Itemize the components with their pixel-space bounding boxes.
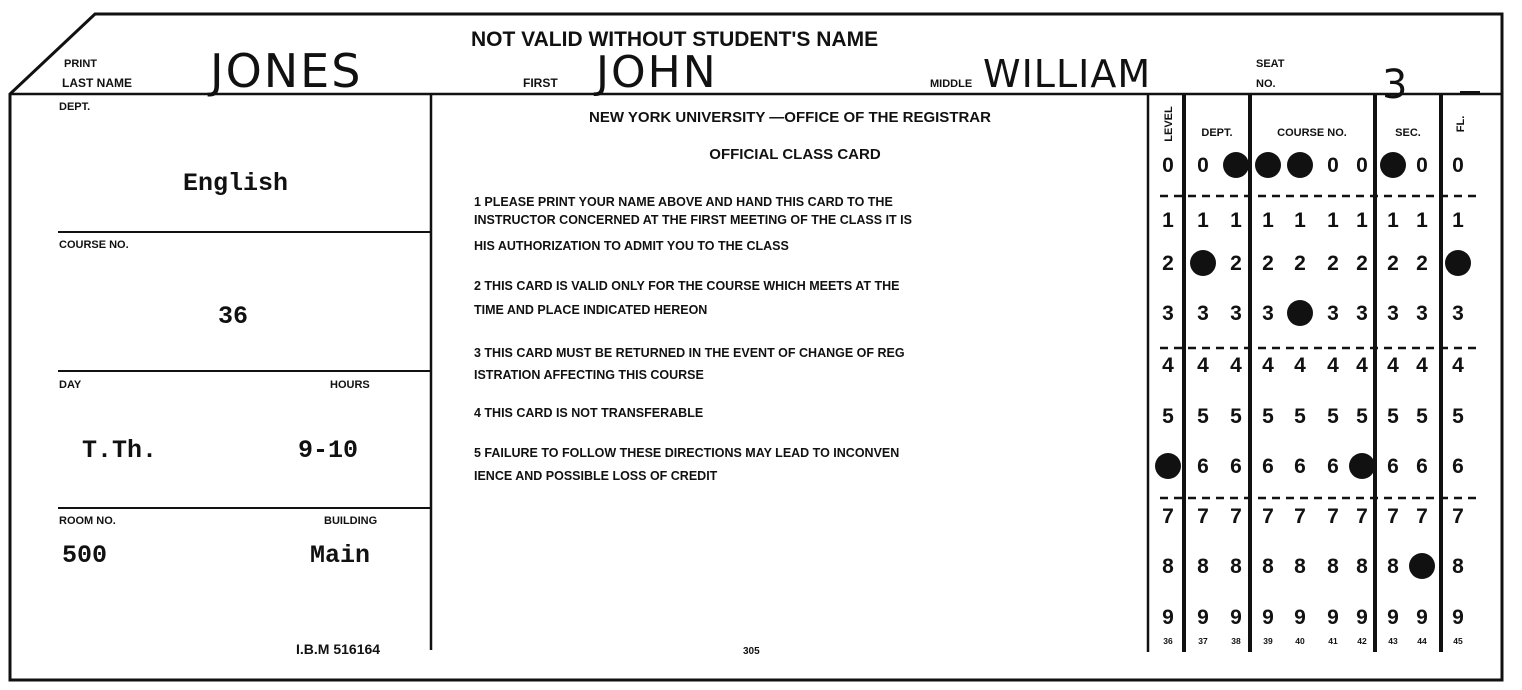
form-number: I.B.M 516164 — [296, 641, 381, 657]
punch-mark — [1287, 300, 1313, 326]
punch-mark — [1155, 453, 1181, 479]
grid-digit: 4 — [1327, 354, 1339, 377]
grid-digit: 6 — [1230, 455, 1242, 478]
grid-digit: 7 — [1294, 505, 1306, 528]
first-name-label: FIRST — [523, 76, 558, 90]
grid-digit: 1 — [1387, 209, 1399, 232]
grid-digit: 0 — [1162, 154, 1174, 177]
grid-digit: 8 — [1162, 555, 1174, 578]
grid-digit: 4 — [1294, 354, 1306, 377]
hours-value: 9-10 — [298, 436, 359, 465]
grid-digit: 5 — [1162, 405, 1174, 428]
grid-digit: 3 — [1262, 302, 1274, 325]
grid-digit: 1 — [1416, 209, 1428, 232]
grid-digit: 2 — [1327, 252, 1339, 275]
grid-digit: 2 — [1262, 252, 1274, 275]
grid-digit: 5 — [1197, 405, 1209, 428]
grid-digit: 9 — [1230, 606, 1242, 629]
instruction-line: HIS AUTHORIZATION TO ADMIT YOU TO THE CLASS — [474, 239, 789, 253]
middle-name-label: MIDDLE — [930, 78, 973, 90]
grid-header: LEVEL — [1163, 106, 1175, 142]
grid-digit: 0 — [1452, 154, 1464, 177]
grid-digit: 3 — [1387, 302, 1399, 325]
grid-digit: 7 — [1387, 505, 1399, 528]
grid-digit: 3 — [1356, 302, 1368, 325]
grid-digit: 1 — [1452, 209, 1464, 232]
grid-digit: 5 — [1262, 405, 1274, 428]
building-label: BUILDING — [324, 515, 378, 527]
grid-digit: 3 — [1416, 302, 1428, 325]
grid-digit: 1 — [1197, 209, 1209, 232]
grid-digit: 7 — [1452, 505, 1464, 528]
course-no-label: COURSE NO. — [59, 239, 129, 251]
grid-digit: 2 — [1356, 252, 1368, 275]
last-name-value: JONES — [210, 44, 363, 98]
instruction-line: 4 THIS CARD IS NOT TRANSFERABLE — [474, 406, 704, 420]
grid-digit: 8 — [1387, 555, 1399, 578]
grid-digit: 4 — [1162, 354, 1174, 377]
grid-header: DEPT. — [1201, 127, 1233, 139]
grid-digit: 6 — [1197, 455, 1209, 478]
seat-label: SEAT — [1256, 58, 1285, 70]
grid-digit: 7 — [1162, 505, 1174, 528]
instruction-line: 3 THIS CARD MUST BE RETURNED IN THE EVENT OF CHANGE OF REG — [474, 346, 905, 360]
grid-digit: 9 — [1416, 606, 1428, 629]
grid-digit: 7 — [1327, 505, 1339, 528]
grid-digit: 0 — [1416, 154, 1428, 177]
grid-digit: 3 — [1230, 302, 1242, 325]
grid-header: COURSE NO. — [1277, 127, 1347, 139]
grid-digit: 2 — [1387, 252, 1399, 275]
grid-digit: 8 — [1230, 555, 1242, 578]
grid-header: FL. — [1455, 115, 1467, 133]
dept-value: English — [183, 169, 289, 198]
grid-digit: 9 — [1162, 606, 1174, 629]
grid-digit: 1 — [1230, 209, 1242, 232]
grid-digit: 8 — [1356, 555, 1368, 578]
column-number: 37 — [1198, 636, 1208, 646]
grid-digit: 1 — [1294, 209, 1306, 232]
punch-mark — [1255, 152, 1281, 178]
grid-digit: 7 — [1230, 505, 1242, 528]
room-no-label: ROOM NO. — [59, 515, 116, 527]
middle-name-value: WILLIAM — [983, 52, 1152, 96]
card-title: NEW YORK UNIVERSITY —OFFICE OF THE REGISTRAR — [589, 109, 991, 126]
punch-mark — [1190, 250, 1216, 276]
grid-digit: 0 — [1327, 154, 1339, 177]
grid-digit: 6 — [1294, 455, 1306, 478]
grid-digit: 9 — [1327, 606, 1339, 629]
grid-digit: 5 — [1294, 405, 1306, 428]
punch-mark — [1349, 453, 1375, 479]
seat-value: 3 — [1382, 62, 1408, 108]
grid-digit: 3 — [1327, 302, 1339, 325]
dept-label: DEPT. — [59, 101, 91, 113]
last-name-label: LAST NAME — [62, 76, 132, 90]
punch-mark — [1445, 250, 1471, 276]
grid-digit: 9 — [1387, 606, 1399, 629]
column-number: 39 — [1263, 636, 1273, 646]
grid-digit: 9 — [1262, 606, 1274, 629]
punch-mark — [1380, 152, 1406, 178]
footer-number: 305 — [743, 646, 760, 657]
grid-digit: 9 — [1294, 606, 1306, 629]
grid-digit: 4 — [1416, 354, 1428, 377]
grid-digit: 8 — [1294, 555, 1306, 578]
grid-digit: 2 — [1162, 252, 1174, 275]
grid-digit: 4 — [1197, 354, 1209, 377]
banner-text: NOT VALID WITHOUT STUDENT'S NAME — [471, 28, 879, 51]
grid-digit: 5 — [1416, 405, 1428, 428]
building-value: Main — [310, 541, 371, 570]
grid-digit: 6 — [1416, 455, 1428, 478]
grid-digit: 0 — [1197, 154, 1209, 177]
print-label: PRINT — [64, 58, 97, 70]
punch-mark — [1223, 152, 1249, 178]
instruction-line: TIME AND PLACE INDICATED HEREON — [474, 303, 708, 317]
grid-digit: 2 — [1230, 252, 1242, 275]
grid-digit: 7 — [1262, 505, 1274, 528]
grid-header: SEC. — [1395, 127, 1421, 139]
hours-label: HOURS — [330, 379, 370, 391]
grid-digit: 4 — [1230, 354, 1242, 377]
grid-digit: 6 — [1387, 455, 1399, 478]
grid-digit: 9 — [1452, 606, 1464, 629]
grid-digit: 5 — [1387, 405, 1399, 428]
grid-digit: 9 — [1197, 606, 1209, 629]
instruction-line: ISTRATION AFFECTING THIS COURSE — [474, 368, 704, 382]
grid-digit: 7 — [1356, 505, 1368, 528]
instruction-line: 2 THIS CARD IS VALID ONLY FOR THE COURSE WHICH MEETS AT THE — [474, 279, 900, 293]
column-number: 40 — [1295, 636, 1305, 646]
grid-digit: 4 — [1452, 354, 1464, 377]
column-number: 36 — [1163, 636, 1173, 646]
grid-digit: 7 — [1416, 505, 1428, 528]
grid-digit: 5 — [1230, 405, 1242, 428]
day-value: T.Th. — [82, 436, 158, 465]
grid-digit: 5 — [1327, 405, 1339, 428]
course-no-value: 36 — [218, 302, 249, 331]
grid-digit: 1 — [1327, 209, 1339, 232]
punch-mark — [1409, 553, 1435, 579]
grid-digit: 8 — [1262, 555, 1274, 578]
instruction-line: 5 FAILURE TO FOLLOW THESE DIRECTIONS MAY LEAD TO INCONVEN — [474, 446, 900, 460]
column-number: 41 — [1328, 636, 1338, 646]
seat-no-label: NO. — [1256, 78, 1276, 90]
grid-digit: 8 — [1452, 555, 1464, 578]
grid-digit: 2 — [1294, 252, 1306, 275]
grid-digit: 6 — [1327, 455, 1339, 478]
grid-digit: 1 — [1162, 209, 1174, 232]
column-number: 38 — [1231, 636, 1241, 646]
grid-digit: 1 — [1262, 209, 1274, 232]
grid-digit: 6 — [1262, 455, 1274, 478]
grid-digit: 7 — [1197, 505, 1209, 528]
grid-digit: 3 — [1452, 302, 1464, 325]
grid-digit: 3 — [1197, 302, 1209, 325]
grid-digit: 3 — [1162, 302, 1174, 325]
grid-digit: 4 — [1356, 354, 1368, 377]
card-subtitle: OFFICIAL CLASS CARD — [709, 146, 881, 163]
grid-digit: 4 — [1387, 354, 1399, 377]
grid-digit: 6 — [1452, 455, 1464, 478]
grid-digit: 2 — [1416, 252, 1428, 275]
grid-digit: 1 — [1356, 209, 1368, 232]
instruction-line: INSTRUCTOR CONCERNED AT THE FIRST MEETING OF THE CLASS IT IS — [474, 213, 912, 227]
first-name-value: JOHN — [596, 47, 718, 98]
grid-digit: 8 — [1197, 555, 1209, 578]
grid-digit: 9 — [1356, 606, 1368, 629]
column-number: 45 — [1453, 636, 1463, 646]
punch-mark — [1287, 152, 1313, 178]
grid-digit: 0 — [1356, 154, 1368, 177]
column-number: 42 — [1357, 636, 1367, 646]
day-label: DAY — [59, 379, 82, 391]
column-number: 43 — [1388, 636, 1398, 646]
room-no-value: 500 — [62, 541, 108, 570]
grid-digit: 8 — [1327, 555, 1339, 578]
grid-digit: 5 — [1356, 405, 1368, 428]
grid-digit: 5 — [1452, 405, 1464, 428]
column-number: 44 — [1417, 636, 1427, 646]
instruction-line: 1 PLEASE PRINT YOUR NAME ABOVE AND HAND THIS CARD TO THE — [474, 195, 893, 209]
grid-digit: 4 — [1262, 354, 1274, 377]
instruction-line: IENCE AND POSSIBLE LOSS OF CREDIT — [474, 469, 718, 483]
